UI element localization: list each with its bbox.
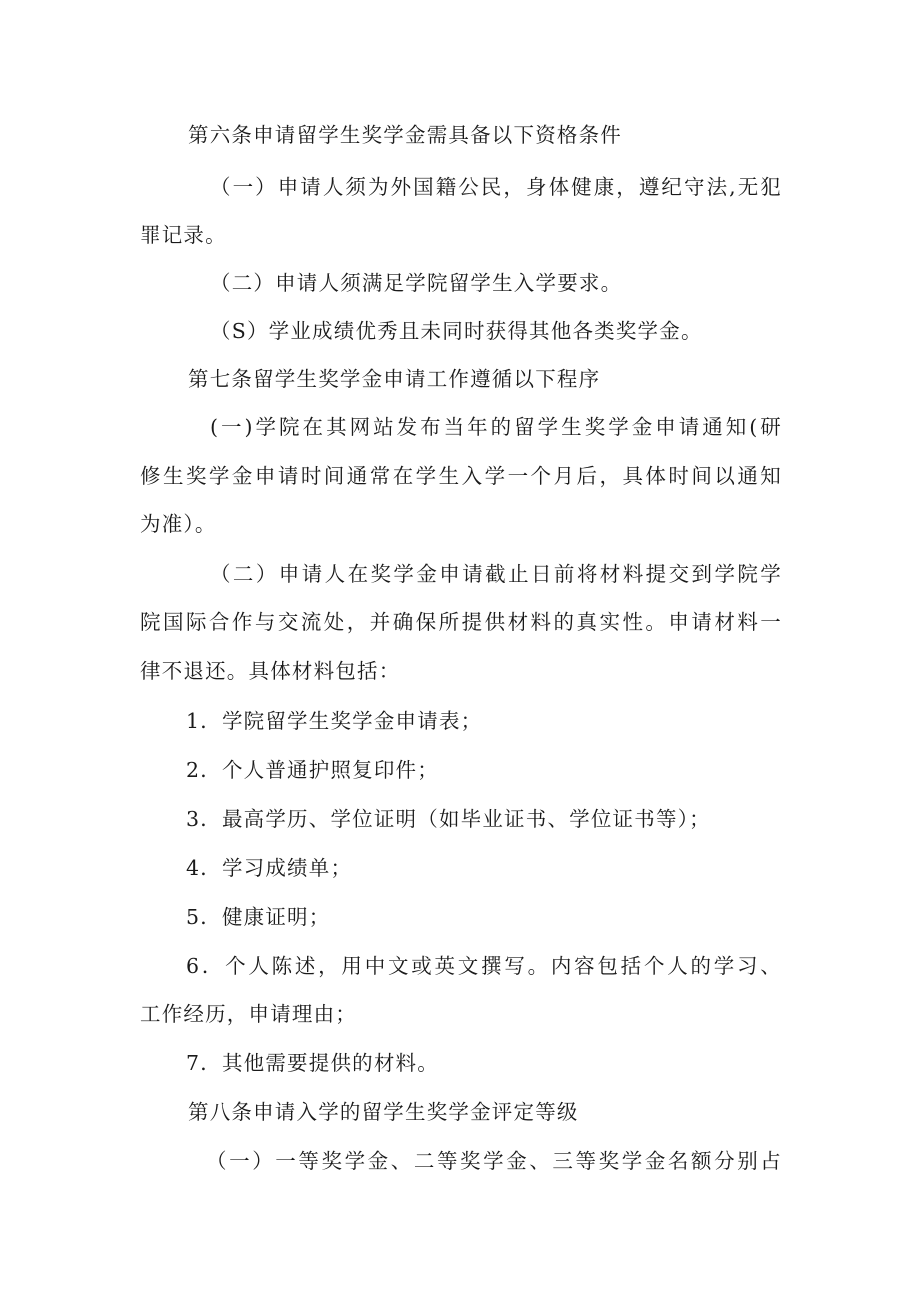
material-item-4: 4．学习成绩单； [186, 856, 353, 880]
article-7-item-2-line-1: （二）申请人在奖学金申请截止日前将材料提交到学院学 [210, 562, 782, 586]
article-7-heading: 第七条留学生奖学金申请工作遵循以下程序 [188, 367, 601, 391]
article-8-heading: 第八条申请入学的留学生奖学金评定等级 [188, 1100, 579, 1124]
article-6-item-1-line-2: 罪记录。 [140, 223, 227, 247]
article-8-item-1-line-1: （一）一等奖学金、二等奖学金、三等奖学金名额分别占 [206, 1149, 782, 1173]
article-7-item-2-line-2: 院国际合作与交流处，并确保所提供材料的真实性。申请材料一 [140, 610, 782, 634]
material-item-1: 1．学院留学生奖学金申请表； [186, 709, 483, 733]
article-6-heading: 第六条申请留学生奖学金需具备以下资格条件 [188, 123, 622, 147]
material-item-3: 3．最高学历、学位证明（如毕业证书、学位证书等）； [186, 807, 711, 831]
article-7-item-2-line-3: 律不退还。具体材料包括： [140, 659, 401, 683]
article-7-item-1-line-1: (一)学院在其网站发布当年的留学生奖学金申请通知(研 [210, 415, 782, 439]
article-6-item-2: （二）申请人须满足学院留学生入学要求。 [210, 271, 623, 295]
material-item-6-line-1: 6．个人陈述，用中文或英文撰写。内容包括个人的学习、 [186, 954, 782, 978]
material-item-5: 5．健康证明； [186, 905, 331, 929]
article-6-item-3: （S）学业成绩优秀且未同时获得其他各类奖学金。 [210, 319, 703, 343]
article-6-item-1-line-1: （一）申请人须为外国籍公民，身体健康，遵纪守法,无犯 [210, 175, 782, 199]
material-item-2: 2．个人普通护照复印件； [186, 758, 439, 782]
material-item-7: 7．其他需要提供的材料。 [186, 1051, 439, 1075]
material-item-6-line-2: 工作经历，申请理由； [140, 1002, 357, 1026]
article-7-item-1-line-2: 修生奖学金申请时间通常在学生入学一个月后，具体时间以通知 [140, 464, 782, 488]
article-7-item-1-line-3: 为准）。 [140, 512, 217, 536]
